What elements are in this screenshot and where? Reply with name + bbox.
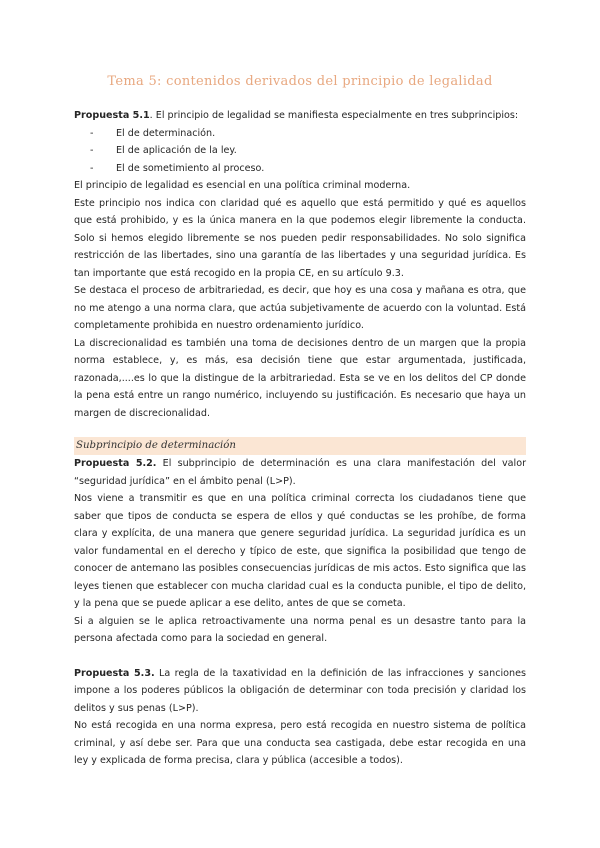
proposal-label: Propuesta 5.1 [74,110,150,121]
proposal-text: . El principio de legalidad se manifiesta especialmente en tres subprincipios: [149,110,519,121]
paragraph: Nos viene a transmitir es que en una política criminal correcta los ciudadanos tiene que saber que tipos de conducta se espera de ellos y qué conductas se les prohíbe, de forma clara y explícita, de una manera que genere seguridad jurídica. La seguridad jurídica es un valor fundamental en el derecho y típico de este, que significa la posibilidad que tengo de conocer de antemano las posibles consecuencias jurídicas de mis actos. Esto significa que las leyes tienen que establecer con mucha claridad cual es la conducta punible, el tipo de delito, y la pena que se puede aplicar a ese delito, antes de que se cometa. [74,493,526,609]
paragraph: Si a alguien se le aplica retroactivamente una norma penal es un desastre tanto para la persona afectada como para la sociedad en general. [74,615,526,644]
proposal-label: Propuesta 5.3. [74,667,155,679]
list-item [90,125,526,143]
section-heading: Subprincipio de determinación [74,437,526,455]
subprinciple-list [74,125,526,178]
paragraph: Este principio nos indica con claridad qué es aquello que está permitido y qué es aquellos que está prohibido, y es la única manera en la que podemos elegir libremente la conducta. Solo si hemos elegido libremente se nos pueden pedir responsabilidades. No solo significa restricción de las libertades, sino una garantía de las libertades y una seguridad jurídica. Es tan importante que está recogido en la propia CE, en su artículo 9.3. [74,197,526,279]
paragraph: El principio de legalidad es esencial en una política criminal moderna. [74,180,411,191]
list-bullet: - [90,127,94,139]
spacer [74,648,526,665]
proposal-label: Propuesta 5.2. [74,458,157,469]
proposal-5-2 [74,455,526,490]
list-bullet: - [90,162,94,174]
list-item [90,142,526,160]
list-item-text: El de sometimiento al proceso. [116,162,265,174]
list-bullet: - [90,145,94,156]
paragraph: La discrecionalidad es también una toma de decisiones dentro de un margen que la propia norma establece, y, es más, esa decisión tiene que estar argumentada, justificada, razonada,....es lo que la distingue de la arbitrariedad. Esta se ve en los delitos del CP donde la pena está entre un rango numérico, incluyendo su justificación. Es necesario que haya un margen de discrecionalidad. [74,337,526,419]
list-item-text: El de aplicación de la ley. [116,145,237,156]
list-item-text: El de determinación. [116,127,216,139]
page-title: Tema 5: contenidos derivados del principio de legalidad [107,74,493,89]
list-item [90,160,526,178]
paragraph: No está recogida en una norma expresa, pero está recogida en nuestro sistema de política criminal, y así debe ser. Para que una conducta sea castigada, debe estar recogida en una ley y explicada de forma precisa, clara y pública (accesible a todos). [74,720,526,766]
document-body [74,107,526,770]
proposal-text: La regla de la taxatividad en la definición de las infracciones y sanciones impone a los poderes públicos la obligación de determinar con toda precisión y claridad los delitos y sus penas (L>P). [74,667,526,714]
proposal-text: El subprincipio de determinación es una clara manifestación del valor “seguridad jurídica” en el ámbito penal (L>P). [74,458,527,487]
paragraph: Se destaca el proceso de arbitrariedad, es decir, que hoy es una cosa y mañana es otra, que no me atengo a una norma clara, que actúa subjetivamente de acuerdo con la voluntad. Está completamente prohibida en nuestro ordenamiento jurídico. [74,285,526,331]
proposal-5-1 [74,107,526,125]
proposal-5-3 [74,665,526,718]
